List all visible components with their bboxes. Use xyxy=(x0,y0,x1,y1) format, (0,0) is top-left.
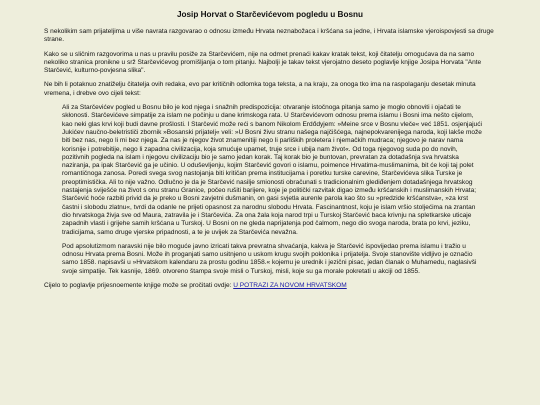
full-text-link[interactable]: U POTRAZI ZA NOVOM HRVATSKOM xyxy=(233,282,347,290)
intro-paragraph-3: Ne bih li potaknuo znatiželju čitatelja ovih redaka, evo par kritičnih odlomka toga teksta, a na kraju, za onoga tko ima na raspolaganju desetak minuta vremena, i drebve ovo cijeli tekst: xyxy=(44,81,476,97)
quote-paragraph-2: Pod apsolutizmom naravski nije bilo moguće javno izricati takva prevratna shvaćanja, kakva je Starčević ispovijedao prema islamu i tražio u odnosu Hrvata prema Bosni. Može ih proganjati samo usitnjeno u uskom krugu svojih poklonika i prijatelja. Svoje stanovište vidljivo je označio samo 1858. napisavši u »Hrvatskom kalendaru za prostu godinu 1858.« kojemu je urednik i jezični pisac, jedan članak o Muhamedu, naglasivši svoje simpatije. Tek kasnije, 1869. otvoreno štampa svoje misli o Turskoj, misli, koje su ga morale pokretati u akciji od 1855. xyxy=(62,242,477,275)
quote-paragraph-1: Ali za Starčevićev pogled u Bosnu bilo je kod njega i snažnih predispozicija: otvaranje istočnoga pitanja samo je mogło obnoviti i ojačati te skłonosti. Starčevićeve simpatije za islam ne počinju u dane krimskoga rata. U Starčevićevom odnosu prema islamu i Bosni ima nešto cijelom, kao neki glas krvi koji budi davne prošlosti. I Starčević može reći s banom Nikolom Erdődyjem: »Meine srce v Bosnu vleče« već 1851. osjenjajući Jukićev naučno-beletrističi zbornik »Bosanski prijatelj« veli: »U Bosni živu stranu našega najčišćega, najnepokvarenijega naroda, koji lakše može biti bez nas, nego li mi bez njega. Za nas je njegov život znamenitiji nego li parliških proletera i njemačkih mudraca; njegovo je narav nama korisnije i potrebitije, nego li zapadna civilizacija, koja smućuje upamet, truje srce i ubija nam život«. Od toga njegovog suda po do novih, pozitivnih pogleda na islam i njegovu civilizaciju bio je samo jedan korak. Taj korak bio je buntovan, prevratan za dotadašnja sva hrvatska naziranja, pa ipak Starčević ga je učinio. U oduševljenju, kojim Starčević govori o islamu, poimence Hrvatima-muslimanima, bit će koji taj polet romantičnoga zanosa. Poredi svega svog nastojanja biti kritičan prema institucijama i poretku turske carevine, Starčevićeva slika Turske je preoptimistička. Ali to nije važno. Odlučno je da je Starčević nasilje smionosti obračunati s tradicionalnim glediđenjem dotadašnjega hrvatskog nastajenja sviješće na život s onu stranu Granice, počeo rušiti barijere, koje je politički razvitak digao između kršćanskih i muslimanskih Hrvata; Starčević hoće razbiti privid da je preko u Bosni zavjetni dušmanin, on gasi svjetla aurenle parola kao što su »predzide kršćanstva«, »za krst častni i slobodu zlatnu«, tvrdi da odanle ne prijeti opasnost za narodnu slobodu Hrvata. Fascinantnost, koju je islam vršio stoljećima na zrantan dio hrvatskoga živja sve od Maura, zatravila je i Starčevića. Za ona žala koja narod trpi u Turskoj Starčević baca krivnju na spletkarske uticaje zapadnih vlasti i grijehe samih kršćana u Turskoj. U Bosni on ne gleda naprijatenja pod čalmom, nego dio svoga naroda, brata po krvi, jeziku, tradicijama, samo druge vjerske pripadnosti, a te je uvijek za Starčevića nevažna. xyxy=(62,104,482,236)
intro-paragraph-1: S nekolikim sam prijateljima u više navrata razgovarao o odnosu između Hrvata neznabožaca i kršćana sa jedne, i Hrvata islamske vjeroispovjesti sa druge strane. xyxy=(44,28,494,44)
intro-paragraph-2: Kako se u sličnim razgovorima u nas u pravilu posiže za Starčevićem, nije na odmet prenaći kakav kratak tekst, koji čitatelju omogućava da na samo nekoliko stranica pronikne u srž Starčevićevog promišljanja o tom pitanju. Najbolji je takav tekst vjerojatno deseto poglavlje knjige Josipa Horvata "Ante Starčević, kulturno-povjesna slika". xyxy=(44,50,482,75)
footer-text: Cijelo to poglavlje prijesnoemente knjige može se pročitati ovdje: xyxy=(44,282,234,290)
footer-paragraph xyxy=(44,282,496,290)
page-title: Josip Horvat o Starčevićevom pogledu u Bosnu xyxy=(176,10,364,19)
quoted-excerpt xyxy=(44,104,496,276)
